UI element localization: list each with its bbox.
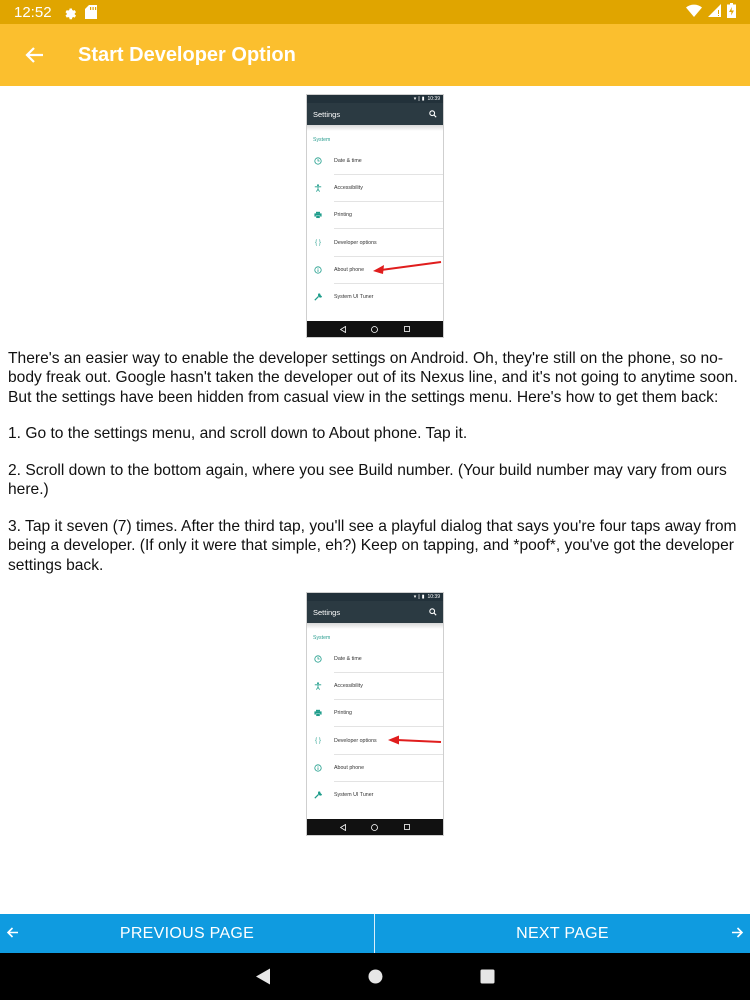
accessibility-icon bbox=[307, 184, 329, 192]
phone-toolbar bbox=[307, 601, 443, 623]
list-item-label: Developer options bbox=[334, 737, 377, 744]
next-page-label: NEXT PAGE bbox=[516, 924, 609, 942]
list-item bbox=[307, 283, 443, 310]
phone-status-bar: ▾ ▯ ▮ 10:39 bbox=[307, 95, 443, 103]
phone-toolbar bbox=[307, 103, 443, 125]
arrow-left-icon bbox=[6, 926, 19, 939]
printer-icon bbox=[307, 211, 329, 219]
accessibility-icon bbox=[307, 682, 329, 690]
system-home-button[interactable] bbox=[365, 967, 385, 987]
page-navigation bbox=[0, 914, 750, 953]
paragraph-step-2: 2. Scroll down to the bottom again, where you see Build number. (Your build number may vary from ours here.) bbox=[8, 462, 727, 499]
phone-back-icon bbox=[340, 824, 346, 831]
list-item-label: Date & time bbox=[334, 655, 362, 662]
circle-home-icon bbox=[368, 969, 383, 984]
previous-page-button[interactable] bbox=[0, 914, 375, 953]
list-item bbox=[307, 727, 443, 754]
phone-recents-icon bbox=[404, 326, 410, 332]
list-item bbox=[307, 645, 443, 672]
phone-section-header: System bbox=[313, 137, 331, 143]
wifi-icon bbox=[686, 4, 702, 21]
paragraph-step-1: 1. Go to the settings menu, and scroll down to About phone. Tap it. bbox=[8, 425, 468, 442]
phone-section-header: System bbox=[313, 635, 331, 641]
arrow-back-icon bbox=[25, 45, 45, 65]
next-page-button[interactable] bbox=[375, 914, 750, 953]
list-item-label: About phone bbox=[334, 764, 365, 771]
list-item-label: Printing bbox=[334, 710, 352, 717]
clock-icon bbox=[307, 157, 329, 165]
search-icon bbox=[429, 110, 437, 118]
code-braces-icon: { } bbox=[315, 239, 321, 246]
article-content bbox=[0, 86, 750, 914]
list-item-label: System UI Tuner bbox=[334, 792, 374, 799]
phone-home-icon bbox=[371, 824, 378, 831]
previous-page-label: PREVIOUS PAGE bbox=[119, 924, 255, 942]
status-bar bbox=[0, 0, 750, 24]
list-item bbox=[307, 174, 443, 201]
phone-status-time: 10:39 bbox=[427, 594, 440, 600]
list-item bbox=[307, 147, 443, 174]
list-item-label: System UI Tuner bbox=[334, 294, 374, 301]
phone-recents-icon bbox=[404, 824, 410, 830]
code-braces-icon: { } bbox=[315, 737, 321, 744]
system-back-button[interactable] bbox=[253, 967, 273, 987]
wrench-icon bbox=[307, 293, 329, 301]
info-icon bbox=[307, 266, 329, 274]
page-title: Start Developer Option bbox=[78, 43, 296, 66]
arrow-right-icon bbox=[731, 926, 744, 939]
settings-gear-icon bbox=[62, 5, 77, 20]
phone-status-bar: ▾ ▯ ▮ 10:39 bbox=[307, 593, 443, 601]
status-time: 12:52 bbox=[14, 3, 52, 21]
battery-charging-icon bbox=[727, 3, 736, 22]
paragraph-step-3: 3. Tap it seven (7) times. After the third tap, you'll see a playful dialog that says you're four taps away from being a developer. (If only it were that simple, eh?) Keep on tapping, and *poof*, you've got the developer settings back. bbox=[8, 518, 737, 574]
list-item bbox=[307, 229, 443, 256]
info-icon bbox=[307, 764, 329, 772]
list-item bbox=[307, 202, 443, 229]
sd-card-icon bbox=[85, 5, 97, 19]
printer-icon bbox=[307, 709, 329, 717]
list-item bbox=[307, 256, 443, 283]
triangle-back-icon bbox=[255, 968, 271, 985]
phone-back-icon bbox=[340, 326, 346, 333]
clock-icon bbox=[307, 655, 329, 663]
system-recents-button[interactable] bbox=[477, 967, 497, 987]
wrench-icon bbox=[307, 791, 329, 799]
square-recents-icon bbox=[480, 969, 495, 984]
list-item-label: Accessibility bbox=[334, 682, 363, 689]
list-item-label: About phone bbox=[334, 266, 365, 273]
phone-status-time: 10:39 bbox=[427, 96, 440, 102]
phone-title: Settings bbox=[313, 109, 341, 119]
red-arrow-annotation bbox=[371, 260, 443, 276]
list-item-label: Developer options bbox=[334, 239, 377, 246]
list-item bbox=[307, 781, 443, 808]
phone-home-icon bbox=[371, 326, 378, 333]
list-item bbox=[307, 754, 443, 781]
screenshot-settings-about-phone bbox=[306, 94, 444, 338]
phone-nav-bar bbox=[307, 819, 443, 835]
back-button[interactable] bbox=[0, 24, 70, 86]
signal-icon bbox=[708, 4, 721, 21]
screenshot-settings-developer-options bbox=[306, 592, 444, 836]
app-bar bbox=[0, 24, 750, 86]
list-item bbox=[307, 672, 443, 699]
system-navigation-bar bbox=[0, 953, 750, 1000]
paragraph-intro: There's an easier way to enable the developer settings on Android. Oh, they're still on the phone, so no-body freak out. Google hasn't taken the developer out of its Nexus line, and it's not going to anytime soon. But the settings have been hidden from casual view in the settings menu. Here's how to get them back: bbox=[8, 350, 738, 406]
red-arrow-annotation bbox=[387, 735, 443, 747]
list-item-label: Printing bbox=[334, 212, 352, 219]
list-item bbox=[307, 700, 443, 727]
list-item-label: Accessibility bbox=[334, 184, 363, 191]
phone-title: Settings bbox=[313, 607, 341, 617]
list-item-label: Date & time bbox=[334, 157, 362, 164]
phone-nav-bar bbox=[307, 321, 443, 337]
search-icon bbox=[429, 608, 437, 616]
